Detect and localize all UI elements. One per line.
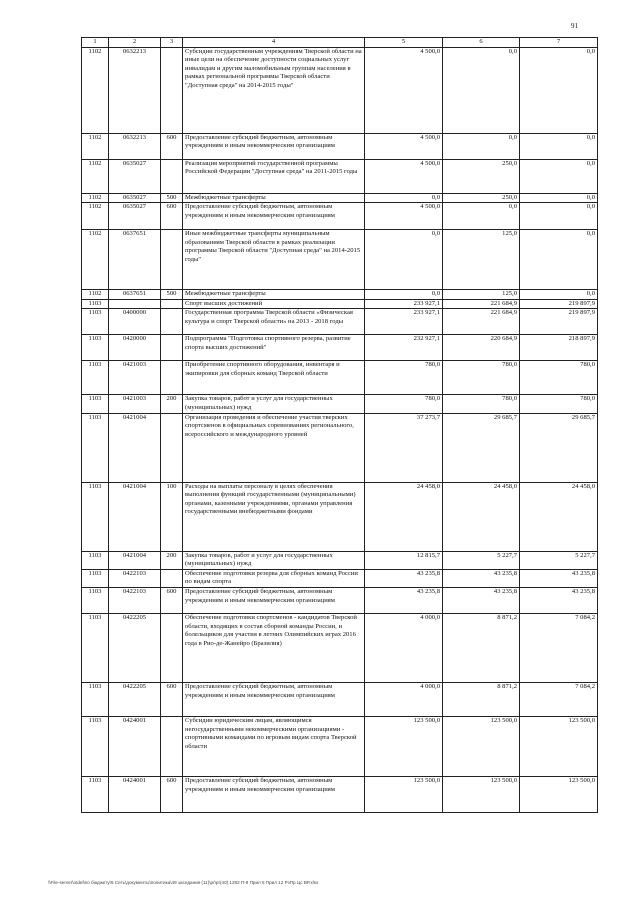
table-cell: 1103 xyxy=(82,776,109,812)
table-cell: 125,0 xyxy=(443,230,520,290)
header-cell: 5 xyxy=(365,38,443,48)
table-cell: 1103 xyxy=(82,716,109,776)
table-cell: 0422103 xyxy=(109,587,161,613)
table-cell: 1103 xyxy=(82,682,109,716)
table-cell: 0424001 xyxy=(109,776,161,812)
table-cell: 8 871,2 xyxy=(443,682,520,716)
table-cell: 221 684,9 xyxy=(443,299,520,309)
table-cell: 0635027 xyxy=(109,159,161,193)
table-row xyxy=(82,299,598,309)
table-cell xyxy=(161,613,183,682)
table-cell: Предоставление субсидий бюджетным, автономным учреждениям и иным некоммерческим организациям xyxy=(183,133,365,159)
table-cell: 1102 xyxy=(82,159,109,193)
table-cell: 780,0 xyxy=(520,395,598,413)
table-cell: 0,0 xyxy=(520,159,598,193)
table-cell xyxy=(109,299,161,309)
table-cell: 0,0 xyxy=(520,203,598,230)
table-cell: 29 685,7 xyxy=(520,413,598,482)
table-cell: 219 897,9 xyxy=(520,299,598,309)
table-cell: Спорт высших достижений xyxy=(183,299,365,309)
table-cell xyxy=(161,569,183,587)
header-cell: 1 xyxy=(82,38,109,48)
table-cell: Закупка товаров, работ и услуг для государственных (муниципальных) нужд xyxy=(183,395,365,413)
table-row xyxy=(82,335,598,361)
table-cell: 43 235,8 xyxy=(443,569,520,587)
table-cell: 0,0 xyxy=(520,47,598,133)
table-cell: Субсидии государственным учреждениям Тверской области на иные цели на обеспечение доступности социальных услуг инвалидам и другим маломобильным группам населения в рамках региональной программы Тверской области "Доступная среда" на 2014-2015 годы" xyxy=(183,47,365,133)
table-cell: 1103 xyxy=(82,482,109,551)
table-cell: 1103 xyxy=(82,587,109,613)
table-cell: 0,0 xyxy=(520,133,598,159)
table-row xyxy=(82,716,598,776)
table-cell: Реализация мероприятий государственной программы Российской Федерации "Доступная среда" на 2011-2015 годы xyxy=(183,159,365,193)
table-cell: 24 458,0 xyxy=(520,482,598,551)
table-cell: 780,0 xyxy=(520,361,598,395)
table-cell: 780,0 xyxy=(365,395,443,413)
table-cell: 0632213 xyxy=(109,133,161,159)
table-cell: Предоставление субсидий бюджетным, автономным учреждениям и иным некоммерческим организациям xyxy=(183,682,365,716)
table-cell: 4 500,0 xyxy=(365,47,443,133)
table-cell: 0421004 xyxy=(109,551,161,569)
table-cell xyxy=(161,716,183,776)
table-cell: 1103 xyxy=(82,613,109,682)
table-cell: 1102 xyxy=(82,203,109,230)
table-row xyxy=(82,133,598,159)
table-row xyxy=(82,682,598,716)
table-cell: 0637651 xyxy=(109,230,161,290)
table-cell xyxy=(161,309,183,335)
header-row xyxy=(82,38,598,48)
table-cell: Организация проведения и обеспечение участия тверских спортсменов в официальных соревнованиях регионального, всероссийского и международного уровней xyxy=(183,413,365,482)
table-cell: 0421004 xyxy=(109,482,161,551)
table-row xyxy=(82,482,598,551)
table-cell: 0424001 xyxy=(109,716,161,776)
table-cell: Расходы на выплаты персоналу в целях обеспечения выполнения функций государственными (муниципальными) органами, казенными учреждениями, органами управления государственными внебюджетными фондами xyxy=(183,482,365,551)
table-cell: 780,0 xyxy=(443,395,520,413)
table-cell: 4 500,0 xyxy=(365,159,443,193)
table-cell: 4 500,0 xyxy=(365,203,443,230)
header-cell: 6 xyxy=(443,38,520,48)
table-cell: 1103 xyxy=(82,395,109,413)
table-cell: 1103 xyxy=(82,309,109,335)
table-cell: Предоставление субсидий бюджетным, автономным учреждениям и иным некоммерческим организациям xyxy=(183,587,365,613)
table-row xyxy=(82,613,598,682)
table-cell: 0,0 xyxy=(443,133,520,159)
table-cell: 7 084,2 xyxy=(520,682,598,716)
table-cell: 600 xyxy=(161,776,183,812)
table-cell: 1103 xyxy=(82,413,109,482)
table-cell: 0421003 xyxy=(109,395,161,413)
table-row xyxy=(82,193,598,203)
table-cell: 0400000 xyxy=(109,309,161,335)
table-cell: 600 xyxy=(161,682,183,716)
table-cell xyxy=(161,299,183,309)
table-cell: 233 927,1 xyxy=(365,299,443,309)
table-cell: 1103 xyxy=(82,361,109,395)
table-cell: 0,0 xyxy=(365,193,443,203)
table-cell: 0,0 xyxy=(520,230,598,290)
table-row xyxy=(82,776,598,812)
table-cell: 43 235,8 xyxy=(365,569,443,587)
table-cell: 4 000,0 xyxy=(365,682,443,716)
table-cell: 8 871,2 xyxy=(443,613,520,682)
table-cell: Подпрограмма "Подготовка спортивного резерва, развитие спорта высших достижений" xyxy=(183,335,365,361)
header-cell: 2 xyxy=(109,38,161,48)
table-cell: Межбюджетные трансферты xyxy=(183,290,365,300)
table-cell: 218 897,9 xyxy=(520,335,598,361)
table-cell: 100 xyxy=(161,482,183,551)
table-cell: 123 500,0 xyxy=(520,716,598,776)
table-cell: 220 684,9 xyxy=(443,335,520,361)
table-cell: 4 500,0 xyxy=(365,133,443,159)
table-cell: 221 684,9 xyxy=(443,309,520,335)
budget-table xyxy=(81,37,598,813)
table-cell: 123 500,0 xyxy=(443,716,520,776)
table-row xyxy=(82,290,598,300)
table-cell: 0,0 xyxy=(443,203,520,230)
table-cell: Закупка товаров, работ и услуг для государственных (муниципальных) нужд xyxy=(183,551,365,569)
table-cell: 0,0 xyxy=(520,193,598,203)
table-row xyxy=(82,551,598,569)
table-row xyxy=(82,47,598,133)
table-row xyxy=(82,569,598,587)
table-row xyxy=(82,203,598,230)
table-cell: 232 927,1 xyxy=(365,335,443,361)
table-cell: 600 xyxy=(161,133,183,159)
table-cell: Государственная программа Тверской области «Физическая культура и спорт Тверской области» на 2013 - 2018 годы xyxy=(183,309,365,335)
table-cell: 0422103 xyxy=(109,569,161,587)
table-row xyxy=(82,309,598,335)
table-cell: 0,0 xyxy=(443,47,520,133)
table-cell: Иные межбюджетные трансферты муниципальным образованиям Тверской области в рамках реализации программы Тверской области "Доступная среда" на 2014-2015 годы" xyxy=(183,230,365,290)
table-cell: 1103 xyxy=(82,335,109,361)
table-cell xyxy=(161,230,183,290)
table-cell: 0421004 xyxy=(109,413,161,482)
table-row xyxy=(82,587,598,613)
table-cell: 0632213 xyxy=(109,47,161,133)
header-cell: 4 xyxy=(183,38,365,48)
table-cell: 12 815,7 xyxy=(365,551,443,569)
table-cell: 0,0 xyxy=(365,230,443,290)
table-cell: 500 xyxy=(161,193,183,203)
table-cell: 0421003 xyxy=(109,361,161,395)
table-cell: 123 500,0 xyxy=(365,776,443,812)
table-cell: 1103 xyxy=(82,551,109,569)
table-cell: 500 xyxy=(161,290,183,300)
table-cell: 1102 xyxy=(82,133,109,159)
table-cell xyxy=(161,47,183,133)
table-cell: 125,0 xyxy=(443,290,520,300)
page-number: 91 xyxy=(571,22,578,30)
table-cell: 4 000,0 xyxy=(365,613,443,682)
table-cell: Субсидии юридическим лицам, являющимся негосударственными некоммерческими организациями - спортивными командами по игровым видам спорта Тверской области xyxy=(183,716,365,776)
table-cell: Предоставление субсидий бюджетным, автономным учреждениям и иным некоммерческим организациям xyxy=(183,776,365,812)
table-cell xyxy=(161,159,183,193)
table-cell: 5 227,7 xyxy=(520,551,598,569)
table-cell: 0,0 xyxy=(365,290,443,300)
header-cell: 7 xyxy=(520,38,598,48)
footer-file-path: \\File-server\otdel\по бюджету\5 Сеть\документы\политика\49 заседания (11)\pr\pr(40) 1292 П-9 Прил 5 Прил 12 РзПр Цс ВР.xlsx xyxy=(48,880,319,885)
table-cell: 24 458,0 xyxy=(365,482,443,551)
table-cell: Межбюджетные трансферты xyxy=(183,193,365,203)
table-cell: 1103 xyxy=(82,569,109,587)
table-cell: 0422205 xyxy=(109,682,161,716)
table-cell: 200 xyxy=(161,395,183,413)
table-cell: 0635027 xyxy=(109,193,161,203)
table-cell: 1102 xyxy=(82,193,109,203)
table-cell: 7 084,2 xyxy=(520,613,598,682)
table-cell: 780,0 xyxy=(443,361,520,395)
table-cell: 1103 xyxy=(82,299,109,309)
header-cell: 3 xyxy=(161,38,183,48)
table-cell: Обеспечение подготовки резерва для сборных команд России по видам спорта xyxy=(183,569,365,587)
table-cell: 250,0 xyxy=(443,193,520,203)
table-cell: 43 235,8 xyxy=(520,569,598,587)
table-cell: 233 927,1 xyxy=(365,309,443,335)
table-cell: 0422205 xyxy=(109,613,161,682)
table-cell: 43 235,8 xyxy=(365,587,443,613)
table-cell: 24 458,0 xyxy=(443,482,520,551)
table-cell: 29 685,7 xyxy=(443,413,520,482)
table-cell: 200 xyxy=(161,551,183,569)
table-cell: 43 235,8 xyxy=(520,587,598,613)
table-cell: Обеспечение подготовки спортсменов - кандидатов Тверской области, входящих в состав сборной команды России, и болельщиков для участия в летних Олимпийских играх 2016 года в Рио-де-Жанейро (Бразилия) xyxy=(183,613,365,682)
table-cell: Предоставление субсидий бюджетным, автономным учреждениям и иным некоммерческим организациям xyxy=(183,203,365,230)
table-cell: 0635027 xyxy=(109,203,161,230)
table-row xyxy=(82,413,598,482)
table-cell: 0637651 xyxy=(109,290,161,300)
table-cell: Приобретение спортивного оборудования, инвентаря и экипировки для сборных команд Тверской области xyxy=(183,361,365,395)
table-cell: 123 500,0 xyxy=(520,776,598,812)
table-cell: 123 500,0 xyxy=(443,776,520,812)
table-cell: 1102 xyxy=(82,47,109,133)
table-cell xyxy=(161,361,183,395)
table-cell: 43 235,8 xyxy=(443,587,520,613)
table-cell: 1102 xyxy=(82,290,109,300)
table-cell: 123 500,0 xyxy=(365,716,443,776)
table-cell: 600 xyxy=(161,203,183,230)
table-row xyxy=(82,395,598,413)
table-cell: 219 897,9 xyxy=(520,309,598,335)
table-row xyxy=(82,230,598,290)
table-cell xyxy=(161,335,183,361)
table-row xyxy=(82,361,598,395)
table-row xyxy=(82,159,598,193)
table-cell: 0,0 xyxy=(520,290,598,300)
table-cell xyxy=(161,413,183,482)
table-cell: 600 xyxy=(161,587,183,613)
table-cell: 1102 xyxy=(82,230,109,290)
table-cell: 250,0 xyxy=(443,159,520,193)
table-cell: 5 227,7 xyxy=(443,551,520,569)
table-cell: 37 273,7 xyxy=(365,413,443,482)
table-cell: 780,0 xyxy=(365,361,443,395)
table-cell: 0420000 xyxy=(109,335,161,361)
